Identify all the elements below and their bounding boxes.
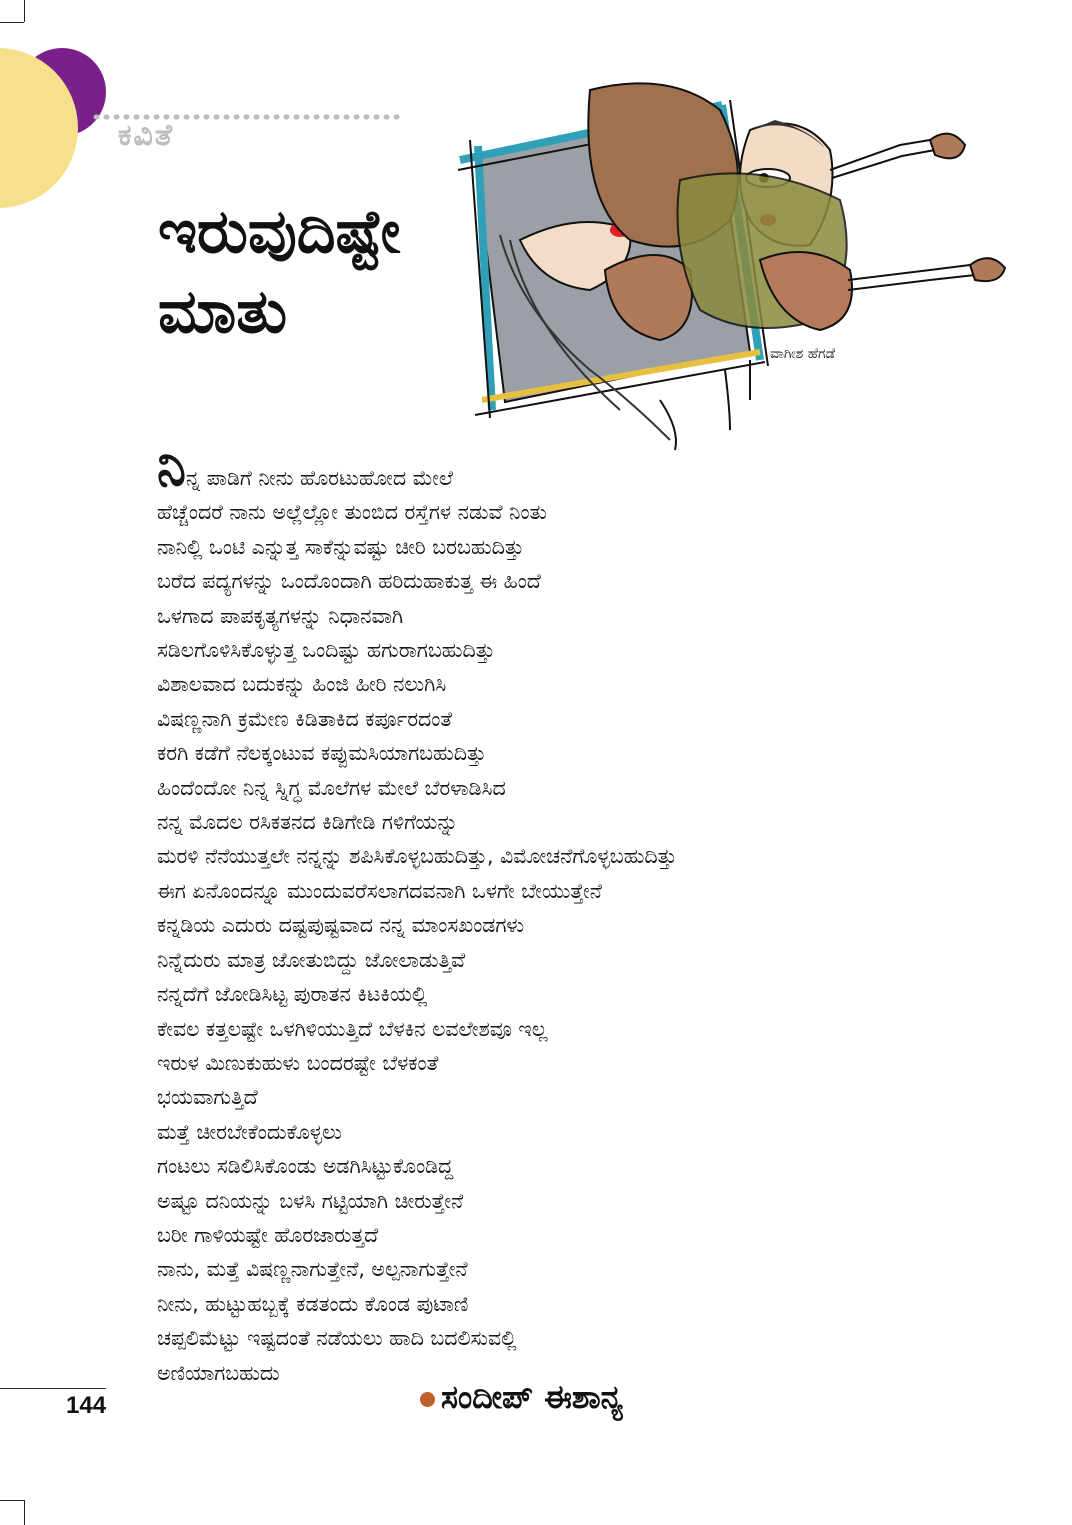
poem-line: ಈಗ ಏನೊಂದನ್ನೂ ಮುಂದುವರೆಸಲಾಗದವನಾಗಿ ಒಳಗೇ ಬೇಯುತ್ತೇನೆ: [157, 878, 602, 903]
bullet-dot-icon: [420, 1392, 435, 1407]
poem-title: [158, 192, 400, 352]
crop-mark-bottom-h: [0, 1500, 24, 1501]
poem-line: ವಿಶಾಲವಾದ ಬದುಕನ್ನು ಹಿಂಜಿ ಹೀರಿ ನಲುಗಿಸಿ: [157, 672, 447, 697]
poem-line: ಬರೀ ಗಾಳಿಯಷ್ಟೇ ಹೊರಜಾರುತ್ತದೆ: [157, 1222, 379, 1247]
poem-line: ನನ್ನ ಮೊದಲ ರಸಿಕತನದ ಕಿಡಿಗೇಡಿ ಗಳಿಗೆಯನ್ನು: [157, 810, 459, 835]
decorative-corner-circles: [0, 0, 420, 210]
poem-line: ಮತ್ತೆ ಚೀರಬೇಕೆಂದುಕೊಳ್ಳಲು: [157, 1119, 342, 1144]
poem-line: ಅಷ್ಟೂ ದನಿಯನ್ನು ಬಳಸಿ ಗಟ್ಟಿಯಾಗಿ ಚೀರುತ್ತೇನೆ: [157, 1188, 464, 1213]
poem-line: ನೀನು, ಹುಟ್ಟುಹಬ್ಬಕ್ಕೆ ಕಡತಂದು ಕೊಂಡ ಪುಟಾಣಿ: [157, 1291, 469, 1316]
poem-line: ಚಪ್ಪಲಿಮೆಟ್ಟು ಇಷ್ಟದಂತೆ ನಡೆಯಲು ಹಾದಿ ಬದಲಿಸುವಲ್ಲಿ: [157, 1326, 517, 1351]
page-number: 144: [66, 1392, 107, 1419]
poem-line: ವಿಷಣ್ಣನಾಗಿ ಕ್ರಮೇಣ ಕಿಡಿತಾಕಿದ ಕರ್ಪೂರದಂತೆ: [157, 706, 453, 731]
poem-line: ನಾನಿಲ್ಲಿ ಒಂಟಿ ಎನ್ನುತ್ತ ಸಾಕೆನ್ನುವಷ್ಟು ಚೀರಿ ಬರಬಹುದಿತ್ತು: [157, 534, 524, 559]
folio-rule: [0, 1388, 106, 1389]
poem-line: ಗಂಟಲು ಸಡಿಲಿಸಿಕೊಂಡು ಅಡಗಿಸಿಟ್ಟುಕೊಂಡಿದ್ದ: [157, 1154, 454, 1179]
poem-line: ಹಿಂದೆಂದೋ ನಿನ್ನ ಸ್ನಿಗ್ಧ ಮೊಲೆಗಳ ಮೇಲೆ ಬೆರಳಾಡಿಸಿದ: [157, 775, 506, 800]
poem-line: ಕೇವಲ ಕತ್ತಲಷ್ಟೇ ಒಳಗಿಳಿಯುತ್ತಿದೆ ಬೆಳಕಿನ ಲವಲೇಶವೂ ಇಲ್ಲ: [157, 1016, 548, 1041]
poem-line: ಮರಳಿ ನೆನೆಯುತ್ತಲೇ ನನ್ನನ್ನು ಶಪಿಸಿಕೊಳ್ಳಬಹುದಿತ್ತು, ವಿಮೋಚನೆಗೊಳ್ಳಬಹುದಿತ್ತು: [157, 844, 677, 869]
poem-line: ಹೆಚ್ಚೆಂದರೆ ನಾನು ಅಲ್ಲೆಲ್ಲೋ ತುಂಬಿದ ರಸ್ತೆಗಳ ನಡುವೆ ನಿಂತು: [157, 500, 547, 525]
poem-line: ಕನ್ನಡಿಯ ಎದುರು ದಷ್ಟಪುಷ್ಟವಾದ ನನ್ನ ಮಾಂಸಖಂಡಗಳು: [157, 913, 525, 938]
poem-line: ಒಳಗಾದ ಪಾಪಕೃತ್ಯಗಳನ್ನು ನಿಧಾನವಾಗಿ: [157, 603, 404, 628]
poem-line: ಭಯವಾಗುತ್ತಿದೆ: [157, 1085, 258, 1110]
poem-line: ನಿನ್ನ ಪಾಡಿಗೆ ನೀನು ಹೊರಟುಹೋದ ಮೇಲೆ: [157, 438, 454, 498]
poem-line: ನಿನ್ನೆದುರು ಮಾತ್ರ ಜೋತುಬಿದ್ದು ಜೋಲಾಡುತ್ತಿವೆ: [157, 947, 466, 972]
illustration-credit: ವಾಗೀಶ ಹೆಗಡೆ: [770, 346, 836, 362]
poem-title-line-1: ಇರುವುದಿಷ್ಟೇ: [158, 197, 401, 267]
poem-line: ನಾನು, ಮತ್ತೆ ವಿಷಣ್ಣನಾಗುತ್ತೇನೆ, ಅಲ್ಪನಾಗುತ್ತೇನೆ: [157, 1257, 468, 1282]
poem-line: ಇರುಳ ಮಿಣುಕುಹುಳು ಬಂದರಷ್ಟೇ ಬೆಳಕಂತೆ: [157, 1050, 439, 1075]
poem-body: [157, 438, 917, 1390]
poem-line: ಬರೆದ ಪದ್ಯಗಳನ್ನು ಒಂದೊಂದಾಗಿ ಹರಿದುಹಾಕುತ್ತ ಈ ಹಿಂದೆ: [157, 569, 541, 594]
poem-title-line-2: ಮಾತು: [158, 277, 288, 347]
poem-line: ನನ್ನದೆಗೆ ಜೋಡಿಸಿಟ್ಟ ಪುರಾತನ ಕಿಟಕಿಯಲ್ಲಿ: [157, 982, 428, 1007]
section-label: ಕವಿತೆ: [118, 118, 174, 153]
poem-line: ಸಡಿಲಗೊಳಿಸಿಕೊಳ್ಳುತ್ತ ಒಂದಿಷ್ಟು ಹಗುರಾಗಬಹುದಿತ್ತು: [157, 638, 495, 663]
author-name: ಸಂದೀಪ್ ಈಶಾನ್ಯ: [441, 1378, 623, 1416]
poem-line: ಅಣಿಯಾಗಬಹುದು: [157, 1360, 280, 1385]
author-byline: [420, 1378, 623, 1417]
poem-illustration: [430, 70, 1030, 460]
crop-mark-bottom: [24, 1500, 25, 1525]
poem-line: ಕರಗಿ ಕಡೆಗೆ ನೆಲಕ್ಕಂಟುವ ಕಪ್ಪುಮಸಿಯಾಗಬಹುದಿತ್ತು: [157, 741, 487, 766]
